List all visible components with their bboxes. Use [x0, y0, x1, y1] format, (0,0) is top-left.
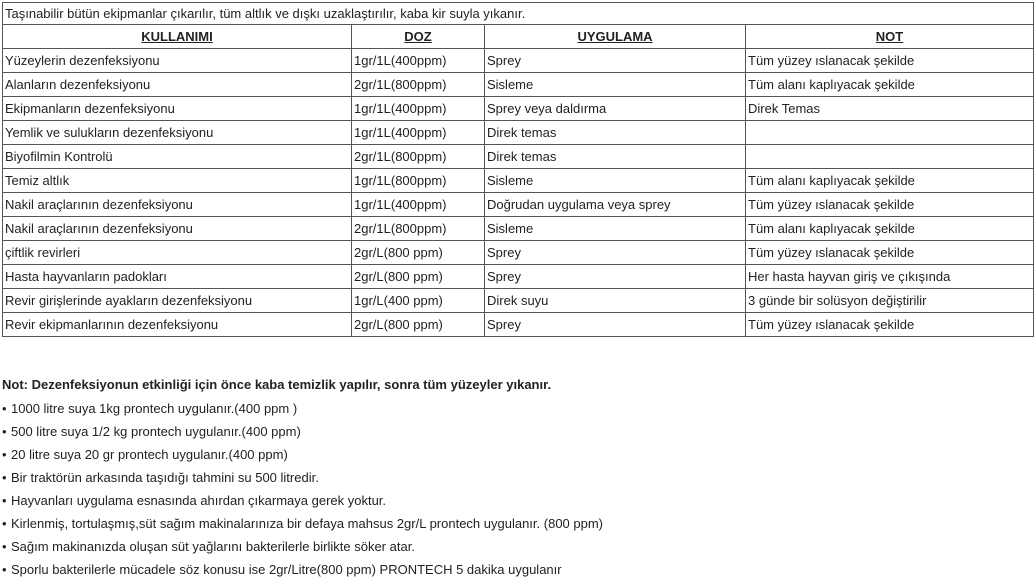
- usage-cell: Temiz altlık: [3, 169, 352, 193]
- application-cell: Sisleme: [485, 217, 746, 241]
- note-item-text: Kirlenmiş, tortulaşmış,süt sağım makinalarınıza bir defaya mahsus 2gr/L prontech uygulanır. (800 ppm): [11, 516, 604, 531]
- application-cell: Sprey: [485, 265, 746, 289]
- note-cell: Tüm yüzey ıslanacak şekilde: [746, 313, 1034, 337]
- application-cell: Sisleme: [485, 169, 746, 193]
- bullet-icon: •: [2, 470, 7, 485]
- header-kullanimi: KULLANIMI: [3, 25, 352, 49]
- table-row: [3, 73, 1034, 97]
- note-item-text: Sporlu bakterilerle mücadele söz konusu ise 2gr/Litre(800 ppm) PRONTECH 5 dakika uygulanır: [11, 562, 562, 577]
- note-item: [2, 558, 603, 579]
- intro-text: Taşınabilir bütün ekipmanlar çıkarılır, tüm altlık ve dışkı uzaklaştırılır, kaba kir suyla yıkanır.: [3, 3, 1034, 25]
- table-row: [3, 193, 1034, 217]
- table-body: [3, 3, 1034, 337]
- application-cell: Sprey: [485, 313, 746, 337]
- table-row: [3, 121, 1034, 145]
- application-cell: Sisleme: [485, 73, 746, 97]
- note-item: [2, 397, 603, 420]
- header-row: [3, 25, 1034, 49]
- note-item-text: Sağım makinanızda oluşan süt yağlarını bakterilerle birlikte söker atar.: [11, 539, 415, 554]
- note-cell: Tüm yüzey ıslanacak şekilde: [746, 49, 1034, 73]
- dose-cell: 2gr/1L(800ppm): [352, 217, 485, 241]
- bullet-icon: •: [2, 424, 7, 439]
- disinfection-table: [2, 2, 1034, 337]
- header-not: NOT: [746, 25, 1034, 49]
- note-item-text: 1000 litre suya 1kg prontech uygulanır.(400 ppm ): [11, 401, 298, 416]
- application-cell: Sprey: [485, 241, 746, 265]
- note-cell: Tüm alanı kaplıyacak şekilde: [746, 217, 1034, 241]
- bullet-icon: •: [2, 562, 7, 577]
- usage-cell: Nakil araçlarının dezenfeksiyonu: [3, 217, 352, 241]
- note-item-text: Hayvanları uygulama esnasında ahırdan çıkarmaya gerek yoktur.: [11, 493, 387, 508]
- notes-list: [2, 397, 603, 579]
- header-uygulama: UYGULAMA: [485, 25, 746, 49]
- bullet-icon: •: [2, 401, 7, 416]
- application-cell: Direk suyu: [485, 289, 746, 313]
- notes-section: [2, 372, 603, 579]
- note-title: Not: Dezenfeksiyonun etkinliği için önce kaba temizlik yapılır, sonra tüm yüzeyler yıkanır.: [2, 377, 552, 392]
- bullet-icon: •: [2, 447, 7, 462]
- table-row: [3, 289, 1034, 313]
- usage-cell: Biyofilmin Kontrolü: [3, 145, 352, 169]
- dose-cell: 1gr/1L(800ppm): [352, 169, 485, 193]
- note-cell: 3 günde bir solüsyon değiştirilir: [746, 289, 1034, 313]
- note-cell: [746, 121, 1034, 145]
- note-item: [2, 489, 603, 512]
- usage-cell: Revir girişlerinde ayakların dezenfeksiyonu: [3, 289, 352, 313]
- usage-cell: Revir ekipmanlarının dezenfeksiyonu: [3, 313, 352, 337]
- usage-cell: Alanların dezenfeksiyonu: [3, 73, 352, 97]
- intro-row: [3, 3, 1034, 25]
- dose-cell: 2gr/1L(800ppm): [352, 73, 485, 97]
- table-row: [3, 241, 1034, 265]
- note-cell: Her hasta hayvan giriş ve çıkışında: [746, 265, 1034, 289]
- note-item-text: Bir traktörün arkasında taşıdığı tahmini su 500 litredir.: [11, 470, 319, 485]
- header-doz: DOZ: [352, 25, 485, 49]
- usage-cell: çiftlik revirleri: [3, 241, 352, 265]
- dose-cell: 1gr/1L(400ppm): [352, 49, 485, 73]
- note-item: [2, 466, 603, 489]
- application-cell: Doğrudan uygulama veya sprey: [485, 193, 746, 217]
- note-item: [2, 512, 603, 535]
- note-item: [2, 535, 603, 558]
- dose-cell: 2gr/L(800 ppm): [352, 313, 485, 337]
- dose-cell: 1gr/1L(400ppm): [352, 193, 485, 217]
- bullet-icon: •: [2, 539, 7, 554]
- table-row: [3, 145, 1034, 169]
- table-row: [3, 217, 1034, 241]
- application-cell: Sprey: [485, 49, 746, 73]
- bullet-icon: •: [2, 516, 7, 531]
- dose-cell: 2gr/1L(800ppm): [352, 145, 485, 169]
- usage-cell: Yüzeylerin dezenfeksiyonu: [3, 49, 352, 73]
- note-cell: Tüm alanı kaplıyacak şekilde: [746, 169, 1034, 193]
- usage-cell: Yemlik ve sulukların dezenfeksiyonu: [3, 121, 352, 145]
- usage-cell: Hasta hayvanların padokları: [3, 265, 352, 289]
- note-item: [2, 443, 603, 466]
- note-cell: Tüm alanı kaplıyacak şekilde: [746, 73, 1034, 97]
- usage-cell: Ekipmanların dezenfeksiyonu: [3, 97, 352, 121]
- table-row: [3, 169, 1034, 193]
- application-cell: Sprey veya daldırma: [485, 97, 746, 121]
- application-cell: Direk temas: [485, 145, 746, 169]
- table-row: [3, 313, 1034, 337]
- table-row: [3, 49, 1034, 73]
- dose-cell: 1gr/1L(400ppm): [352, 97, 485, 121]
- application-cell: Direk temas: [485, 121, 746, 145]
- note-cell: [746, 145, 1034, 169]
- table-row: [3, 265, 1034, 289]
- usage-cell: Nakil araçlarının dezenfeksiyonu: [3, 193, 352, 217]
- note-item-text: 20 litre suya 20 gr prontech uygulanır.(400 ppm): [11, 447, 288, 462]
- dose-cell: 1gr/1L(400ppm): [352, 121, 485, 145]
- note-cell: Tüm yüzey ıslanacak şekilde: [746, 241, 1034, 265]
- bullet-icon: •: [2, 493, 7, 508]
- table-row: [3, 97, 1034, 121]
- note-cell: Tüm yüzey ıslanacak şekilde: [746, 193, 1034, 217]
- note-item-text: 500 litre suya 1/2 kg prontech uygulanır.(400 ppm): [11, 424, 301, 439]
- note-item: [2, 420, 603, 443]
- dose-cell: 1gr/L(400 ppm): [352, 289, 485, 313]
- dose-cell: 2gr/L(800 ppm): [352, 241, 485, 265]
- note-cell: Direk Temas: [746, 97, 1034, 121]
- dose-cell: 2gr/L(800 ppm): [352, 265, 485, 289]
